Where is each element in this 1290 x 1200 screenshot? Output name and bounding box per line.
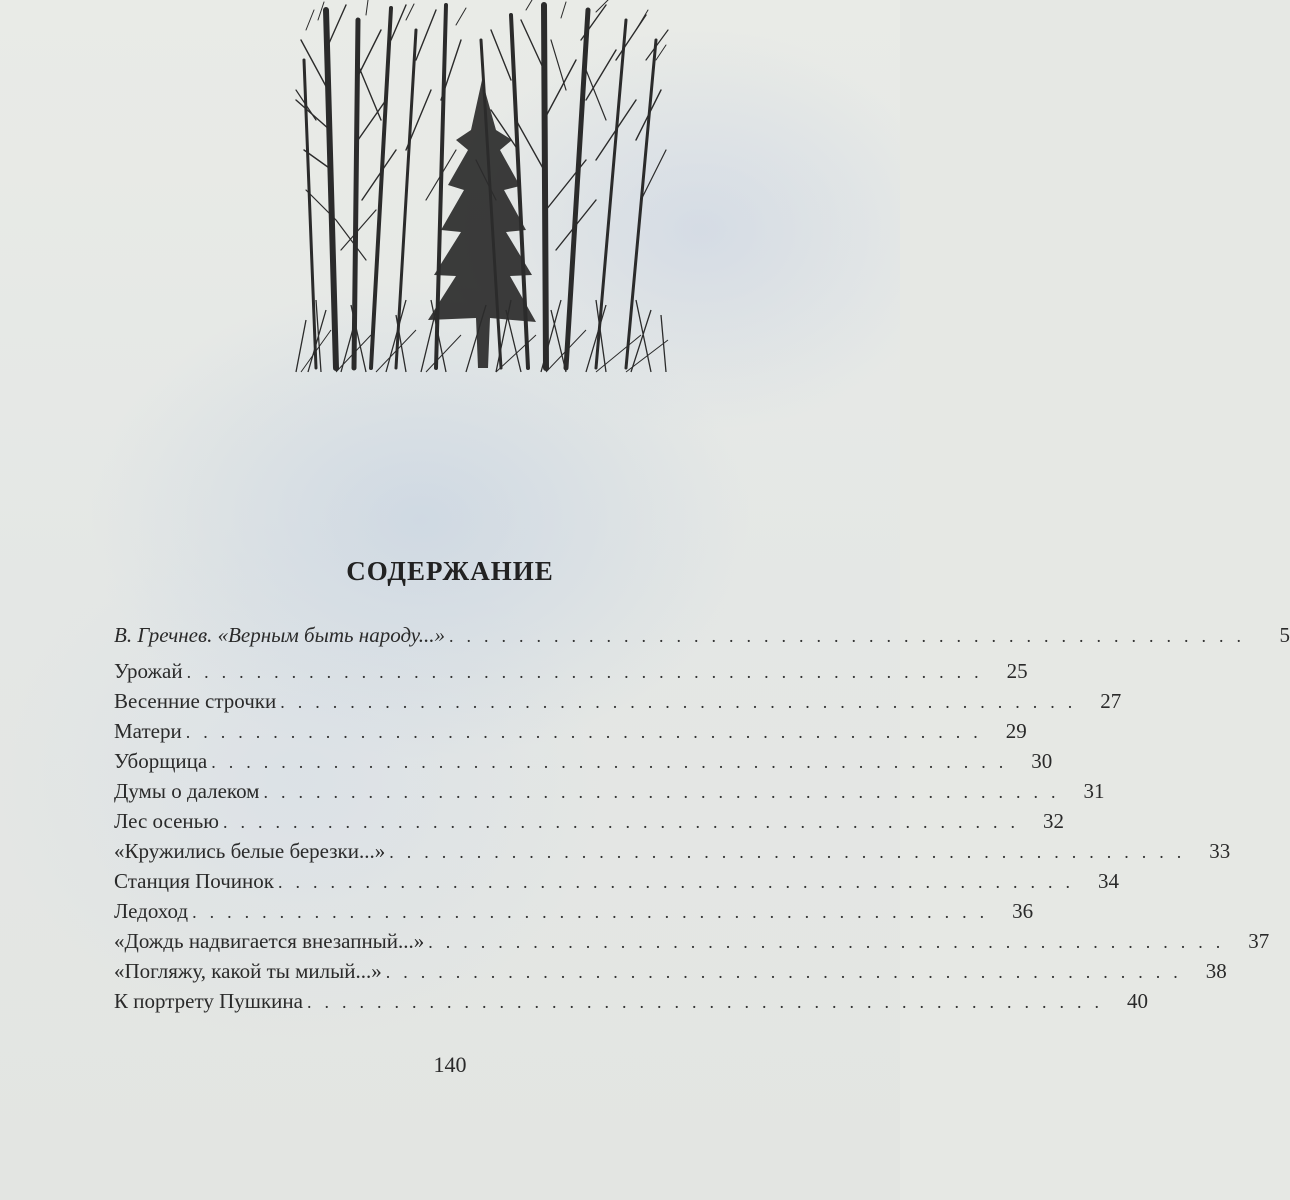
toc-entry-page: 30 [1031, 749, 1053, 773]
toc-entry-page: 36 [1012, 899, 1034, 923]
toc-entry-page: 27 [1100, 689, 1122, 713]
toc-entry [114, 746, 1053, 776]
toc-entry-title: Думы о далеком [114, 779, 260, 803]
toc-entry-title: Урожай [114, 659, 183, 683]
toc-entry [114, 956, 1227, 986]
page-number: 140 [433, 1052, 467, 1077]
dot-leader: .............................................. [185, 722, 991, 742]
dot-leader: .............................................. [280, 692, 1086, 712]
toc-entry-title: Весенние строчки [114, 689, 277, 713]
toc-entry [114, 776, 1105, 806]
dot-leader: .............................................. [222, 812, 1028, 832]
toc-entry-title: Уборщица [114, 749, 208, 773]
dot-leader: .............................................. [385, 962, 1191, 982]
toc-entry-title: Станция Починок [114, 869, 274, 893]
toc-entry-page: 33 [1209, 839, 1231, 863]
toc-entry-page: 32 [1042, 809, 1064, 833]
toc-entry [114, 896, 1034, 926]
toc-entry-page: 31 [1083, 779, 1105, 803]
toc-entry [114, 620, 1290, 650]
toc-entry-title: «Дождь надвигается внезапный...» [114, 929, 425, 953]
toc-entry [114, 716, 1027, 746]
dot-leader: .............................................. [306, 992, 1112, 1012]
toc-entry-page: 40 [1126, 989, 1148, 1013]
toc-entry [114, 866, 1119, 896]
dot-leader: .............................................. [449, 626, 1255, 646]
toc-entry-page: 5 [1279, 623, 1290, 647]
toc-entry-page: 29 [1005, 719, 1027, 743]
toc-entry-title: Матери [114, 719, 182, 743]
toc-entry-title: Ледоход [114, 899, 189, 923]
toc-entry-page: 25 [1006, 659, 1028, 683]
toc-entry-title: Лес осенью [114, 809, 219, 833]
toc-entry-page: 34 [1097, 869, 1119, 893]
dot-leader: .............................................. [186, 662, 992, 682]
toc-entry-page: 38 [1205, 959, 1227, 983]
dot-leader: .............................................. [428, 932, 1234, 952]
dot-leader: .............................................. [192, 902, 998, 922]
dot-leader: .............................................. [277, 872, 1083, 892]
toc-entry [114, 656, 1028, 686]
toc-entry-title: «Погляжу, какой ты милый...» [114, 959, 382, 983]
forest-engraving-icon [296, 0, 668, 372]
toc-entry [114, 806, 1064, 836]
toc-entry [114, 686, 1122, 716]
toc-entry-page: 37 [1248, 929, 1270, 953]
forest-illustration [296, 0, 668, 372]
toc-entry [114, 986, 1148, 1016]
toc-entry-title: В. Гречнев. «Верным быть народу...» [114, 623, 446, 647]
toc-entry [114, 836, 1231, 866]
dot-leader: .............................................. [211, 752, 1017, 772]
dot-leader: .............................................. [389, 842, 1195, 862]
toc-entry [114, 926, 1270, 956]
table-of-contents [114, 620, 1290, 1016]
toc-entry-title: К портрету Пушкина [114, 989, 303, 1013]
dot-leader: .............................................. [263, 782, 1069, 802]
toc-heading: СОДЕРЖАНИЕ [346, 556, 554, 586]
toc-entry-title: «Кружились белые березки...» [114, 839, 386, 863]
